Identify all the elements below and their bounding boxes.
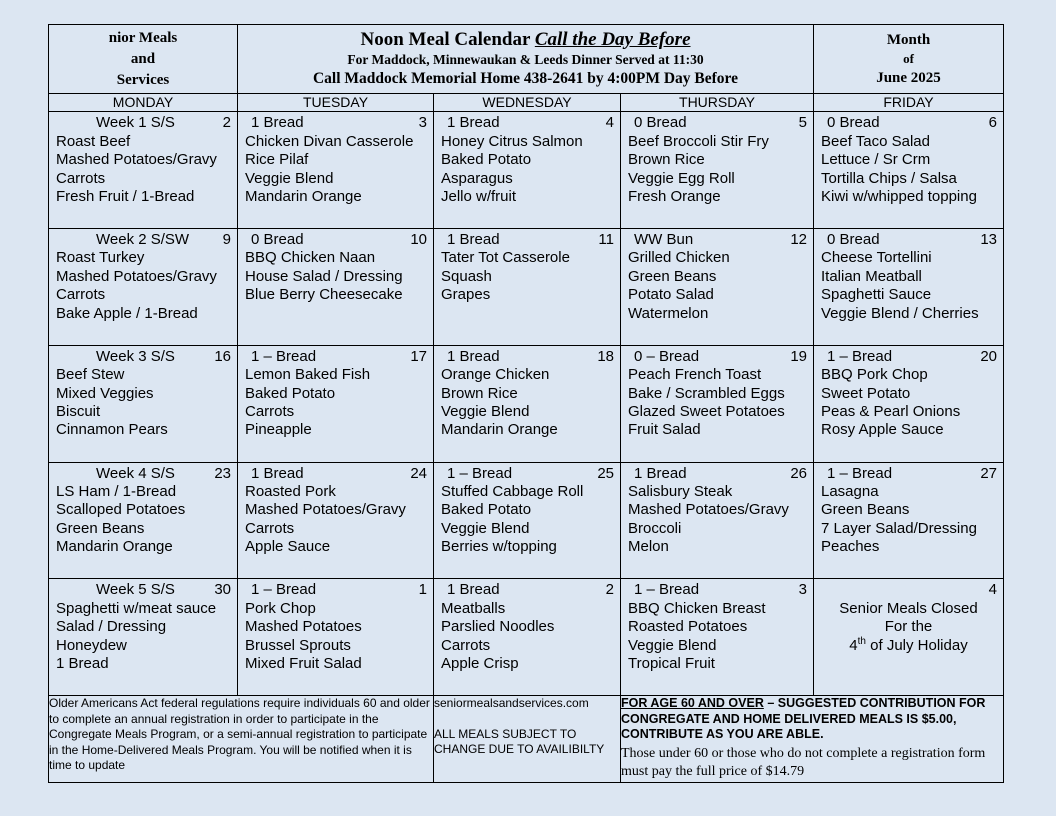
day-cell <box>621 112 814 229</box>
menu-item: Brown Rice <box>441 384 518 402</box>
date-number: 20 <box>980 347 997 365</box>
menu-item: Veggie Blend <box>245 169 334 187</box>
date-number: 25 <box>597 464 614 482</box>
menu-item: 7 Layer Salad/Dressing <box>821 519 977 537</box>
date-number: 2 <box>222 114 231 132</box>
menu-item: Honey Citrus Salmon <box>441 132 583 150</box>
cell-label: Week 2 S/SW <box>96 231 190 249</box>
menu-item: Veggie Egg Roll <box>628 169 735 187</box>
menu-item: Veggie Blend <box>441 403 530 421</box>
day-cell <box>49 112 238 229</box>
menu-item: Fresh Fruit / 1-Bread <box>56 187 195 205</box>
day-header: WEDNESDAY <box>434 94 621 112</box>
week-row <box>49 112 1004 229</box>
menu-item: BBQ Chicken Breast <box>628 599 766 617</box>
date-number: 10 <box>410 231 427 249</box>
menu-item: Carrots <box>441 636 491 654</box>
date-number: 4 <box>605 114 614 132</box>
menu-item: Cinnamon Pears <box>56 421 168 439</box>
menu-item: Glazed Sweet Potatoes <box>628 403 785 421</box>
menu-item: Asparagus <box>441 169 513 187</box>
menu-item: Baked Potato <box>441 501 532 519</box>
menu-item: Beef Stew <box>56 366 125 384</box>
day-cell <box>238 345 434 462</box>
day-cell <box>434 579 621 696</box>
menu-item: Grapes <box>441 286 491 304</box>
menu-item: Carrots <box>245 519 295 537</box>
menu-item: 1 Bread <box>56 655 109 672</box>
cell-label: 1 Bread <box>447 231 500 249</box>
cell-label: 1 Bread <box>447 581 500 599</box>
menu-item: Orange Chicken <box>441 366 550 384</box>
menu-item: Mashed Potatoes/Gravy <box>245 501 406 519</box>
day-cell <box>621 229 814 346</box>
day-cell <box>238 229 434 346</box>
week-row <box>49 462 1004 579</box>
week-row <box>49 345 1004 462</box>
day-cell <box>49 229 238 346</box>
cell-label: Week 3 S/S <box>96 347 175 365</box>
day-cell <box>238 462 434 579</box>
cell-label: 0 Bread <box>827 114 880 132</box>
menu-item: Roast Beef <box>56 132 131 150</box>
menu-item: Sweet Potato <box>821 384 911 402</box>
menu-item: Veggie Blend / Cherries <box>821 304 979 322</box>
menu-item: Pork Chop <box>245 599 316 617</box>
date-number: 30 <box>214 581 231 599</box>
date-number: 13 <box>980 231 997 249</box>
menu-item: Mixed Fruit Salad <box>245 655 362 672</box>
date-number: 27 <box>980 464 997 482</box>
date-number: 19 <box>790 347 807 365</box>
menu-item: Baked Potato <box>245 384 336 402</box>
menu-item: Tortilla Chips / Salsa <box>821 169 957 187</box>
menu-item: Bake / Scrambled Eggs <box>628 384 785 402</box>
week-rows <box>49 112 1004 696</box>
menu-item: Mandarin Orange <box>56 538 173 556</box>
menu-item: Carrots <box>245 403 295 421</box>
menu-item: Italian Meatball <box>821 267 922 285</box>
meal-calendar <box>48 24 1004 783</box>
menu-item: Salad / Dressing <box>56 618 167 636</box>
calendar-subtitle: For Maddock, Minnewaukan & Leeds Dinner Served at 11:30 <box>347 52 704 68</box>
menu-item: Melon <box>628 538 669 556</box>
menu-item: Roasted Pork <box>245 483 336 501</box>
holiday-closed-notice: 4 Senior Meals Closed For the 4th of July Holiday <box>814 579 1003 655</box>
menu-item: Peaches <box>821 538 880 556</box>
menu-item: Lemon Baked Fish <box>245 366 371 384</box>
weekday-header-row <box>49 94 1004 112</box>
cell-label: 1 Bread <box>251 464 304 482</box>
date-number: 18 <box>597 347 614 365</box>
subject-note: ALL MEALS SUBJECT TO CHANGE DUE TO AVAILIBILTY <box>434 726 605 757</box>
menu-item: Tater Tot Casserole <box>441 249 570 267</box>
menu-item: Rosy Apple Sauce <box>821 421 944 439</box>
day-cell <box>434 345 621 462</box>
day-cell <box>621 579 814 696</box>
menu-item: Lasagna <box>821 483 879 501</box>
menu-item: Mashed Potatoes/Gravy <box>56 151 217 169</box>
date-number: 2 <box>605 581 614 599</box>
menu-item: Stuffed Cabbage Roll <box>441 483 584 501</box>
menu-item: Lettuce / Sr Crm <box>821 151 931 169</box>
day-cell <box>434 229 621 346</box>
menu-item: Spaghetti Sauce <box>821 286 932 304</box>
menu-item: Grilled Chicken <box>628 249 730 267</box>
menu-item: Green Beans <box>628 267 717 285</box>
menu-item: Pineapple <box>245 421 312 439</box>
day-header: MONDAY <box>49 94 238 112</box>
menu-item: Meatballs <box>441 599 506 617</box>
menu-item: Bake Apple / 1-Bread <box>56 304 198 322</box>
cell-label: 1 – Bread <box>251 347 317 365</box>
cell-label: Week 1 S/S <box>96 114 175 132</box>
day-cell <box>621 462 814 579</box>
menu-item: Apple Crisp <box>441 655 519 672</box>
menu-item: Fresh Orange <box>628 187 721 205</box>
footer-middle <box>434 696 621 783</box>
date-number: 17 <box>410 347 427 365</box>
date-number: 24 <box>410 464 427 482</box>
menu-item: Rice Pilaf <box>245 151 309 169</box>
menu-item: Blue Berry Cheesecake <box>245 286 403 304</box>
menu-item: Roasted Potatoes <box>628 618 748 636</box>
cell-label: 0 Bread <box>634 114 687 132</box>
menu-item: Mashed Potatoes/Gravy <box>628 501 789 519</box>
day-header: FRIDAY <box>814 94 1004 112</box>
menu-item: Mixed Veggies <box>56 384 154 402</box>
menu-item: Peach French Toast <box>628 366 762 384</box>
day-cell <box>238 112 434 229</box>
day-cell <box>49 579 238 696</box>
date-number: 3 <box>418 114 427 132</box>
cell-label: 1 Bread <box>447 114 500 132</box>
date-number: 11 <box>598 231 614 249</box>
menu-item: Spaghetti w/meat sauce <box>56 599 217 617</box>
menu-item: Tropical Fruit <box>628 655 715 672</box>
month-value: June 2025 <box>876 70 941 87</box>
menu-item: Chicken Divan Casserole <box>245 132 414 150</box>
website: seniormealsandservices.com <box>434 696 589 711</box>
day-cell <box>814 229 1004 346</box>
menu-item: Green Beans <box>56 519 145 537</box>
registration-note: Older Americans Act federal regulations require individuals 60 and older to complete an annual registration in order to participate in the Congregate Meals Program, or a semi-annual registration to participate in the Home-Delivered Meals Program. You will be notified when it is time to update <box>49 696 434 783</box>
cell-label: 1 – Bread <box>251 581 317 599</box>
menu-item: BBQ Pork Chop <box>821 366 928 384</box>
cell-label: 1 – Bread <box>447 464 513 482</box>
menu-item: Watermelon <box>628 304 709 322</box>
date-number: 9 <box>222 231 231 249</box>
footer-row <box>49 696 1004 783</box>
menu-item: Beef Taco Salad <box>821 132 930 150</box>
menu-item: Salisbury Steak <box>628 483 733 501</box>
day-cell <box>49 462 238 579</box>
date-number: 6 <box>988 114 997 132</box>
day-cell <box>814 579 1004 696</box>
cell-label: 0 Bread <box>251 231 304 249</box>
cell-label: Week 4 S/S <box>96 464 175 482</box>
day-cell <box>238 579 434 696</box>
menu-item: Roast Turkey <box>56 249 145 267</box>
calendar-title-block <box>238 25 814 94</box>
menu-item: Carrots <box>56 169 106 187</box>
day-cell <box>434 112 621 229</box>
cell-label: 1 – Bread <box>827 347 893 365</box>
menu-item: Apple Sauce <box>245 538 331 556</box>
cell-label: 1 Bread <box>447 347 500 365</box>
date-number: 23 <box>214 464 231 482</box>
day-cell <box>814 462 1004 579</box>
cell-label: 1 – Bread <box>827 464 893 482</box>
menu-item: Squash <box>441 267 492 285</box>
cell-label: Week 5 S/S <box>96 581 175 599</box>
day-cell <box>49 345 238 462</box>
cell-label: 1 – Bread <box>634 581 700 599</box>
menu-item: Potato Salad <box>628 286 714 304</box>
date-number: 3 <box>798 581 807 599</box>
menu-item: Mandarin Orange <box>245 187 362 205</box>
calendar-title: Noon Meal Calendar Call the Day Before <box>360 29 691 51</box>
menu-item: BBQ Chicken Naan <box>245 249 376 267</box>
date-number: 1 <box>418 581 427 599</box>
menu-item: Biscuit <box>56 403 101 421</box>
date-number: 12 <box>790 231 807 249</box>
menu-item: Baked Potato <box>441 151 532 169</box>
cell-label: 1 Bread <box>251 114 304 132</box>
menu-item: Jello w/fruit <box>441 187 517 205</box>
org-name: nior Meals and Services <box>49 25 238 94</box>
week-row <box>49 229 1004 346</box>
menu-item: Brown Rice <box>628 151 705 169</box>
cell-label: 1 Bread <box>634 464 687 482</box>
cell-label: WW Bun <box>634 231 694 249</box>
menu-item: Cheese Tortellini <box>821 249 932 267</box>
menu-item: Scalloped Potatoes <box>56 501 186 519</box>
menu-item: Peas & Pearl Onions <box>821 403 961 421</box>
menu-item: Carrots <box>56 286 106 304</box>
menu-item: Beef Broccoli Stir Fry <box>628 132 769 150</box>
day-cell <box>434 462 621 579</box>
menu-item: House Salad / Dressing <box>245 267 403 285</box>
month-block: Month of June 2025 <box>814 25 1004 94</box>
menu-item: Parslied Noodles <box>441 618 555 636</box>
date-number: 16 <box>214 347 231 365</box>
date-number: 26 <box>790 464 807 482</box>
date-number: 5 <box>798 114 807 132</box>
date-number: 4 <box>988 581 997 599</box>
menu-item: Broccoli <box>628 519 682 537</box>
menu-item: Veggie Blend <box>628 636 717 654</box>
day-header: TUESDAY <box>238 94 434 112</box>
day-cell <box>621 345 814 462</box>
contribution-note: FOR AGE 60 AND OVER – SUGGESTED CONTRIBUTION FOR CONGREGATE AND HOME DELIVERED MEALS IS $5.00, CONTRIBUTE AS YOU ARE ABLE. Those under 60 or those who do not complete a registration form must pay the full price of $14.79 <box>621 696 1004 783</box>
menu-item: Brussel Sprouts <box>245 636 351 654</box>
menu-item: Green Beans <box>821 501 910 519</box>
cell-label: 0 – Bread <box>634 347 700 365</box>
menu-item: Mashed Potatoes <box>245 618 362 636</box>
menu-item: LS Ham / 1-Bread <box>56 483 177 501</box>
menu-item: Mashed Potatoes/Gravy <box>56 267 217 285</box>
menu-item: Veggie Blend <box>441 519 530 537</box>
menu-item: Berries w/topping <box>441 538 557 556</box>
day-cell <box>814 345 1004 462</box>
menu-item: Honeydew <box>56 636 127 654</box>
menu-item: Kiwi w/whipped topping <box>821 187 977 205</box>
call-instructions: Call Maddock Memorial Home 438-2641 by 4:00PM Day Before <box>312 70 739 88</box>
cell-label: 0 Bread <box>827 231 880 249</box>
week-row <box>49 579 1004 696</box>
menu-item: Fruit Salad <box>628 421 701 439</box>
header-row <box>49 25 1004 94</box>
menu-item: Mandarin Orange <box>441 421 558 439</box>
day-cell <box>814 112 1004 229</box>
day-header: THURSDAY <box>621 94 814 112</box>
price-note: Those under 60 or those who do not complete a registration form must pay the full price of $14.79 <box>621 745 986 779</box>
